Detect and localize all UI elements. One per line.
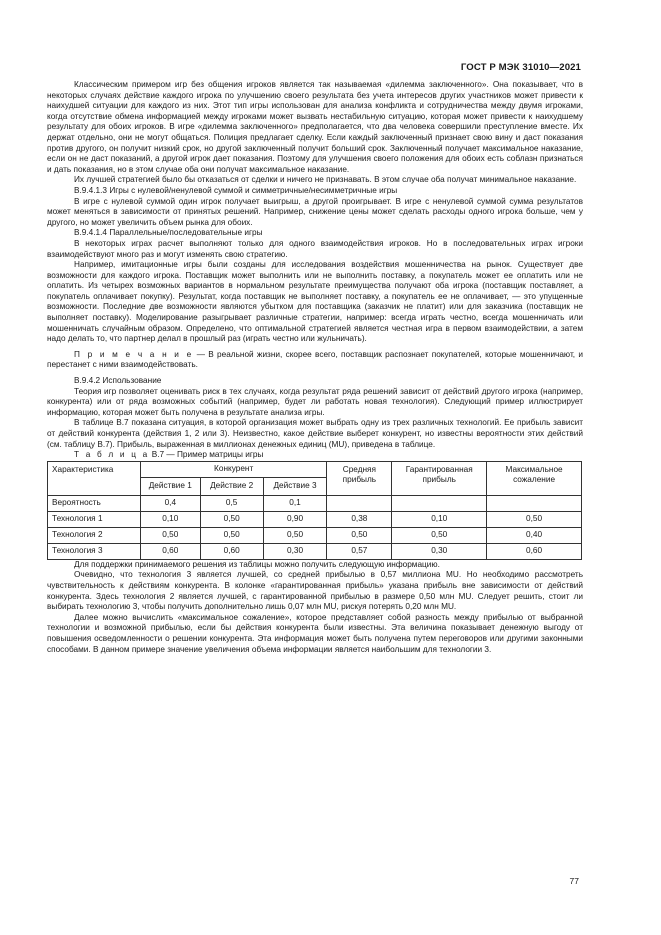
header-action-3: Действие 3 — [263, 477, 327, 495]
cell-max-regret: 0,60 — [487, 543, 582, 559]
row-label: Технология 1 — [48, 511, 141, 527]
cell-action-1: 0,50 — [140, 527, 200, 543]
cell-avg-profit: 0,57 — [327, 543, 392, 559]
header-guaranteed-profit: Гарантированная прибыль — [392, 461, 487, 495]
page-number: 77 — [569, 876, 579, 886]
cell-action-3: 0,50 — [263, 527, 327, 543]
note-text: — В реальной жизни, скорее всего, поставщик распознает покупателей, которые мошенничают, и перестанет с ними взаимодействовать. — [47, 349, 583, 370]
section-heading-zero-sum: B.9.4.1.3 Игры с нулевой/ненулевой суммой и симметричные/несимметричные игры — [74, 185, 398, 195]
table-row — [48, 495, 582, 511]
section-heading-usage: B.9.4.2 Использование — [74, 376, 162, 386]
row-label: Технология 2 — [48, 527, 141, 543]
cell-guaranteed-profit — [392, 495, 487, 511]
header-avg-profit: Средняя прибыль — [327, 461, 392, 495]
paragraph-technology-analysis: Очевидно, что технология 3 является лучшей, со средней прибылью в 0,57 миллиона MU. Но необходимо рассмотреть чувствительность к действиям конкурента. В колонке «гарантированная прибыль» указана прибыль вне зависимости от действий конкурента. Здесь технология 2 является лучшей, с гарантированной прибылью в размере 0,50 млн MU. Следует решить, стоит ли выбирать технологию 3, чтобы получить дополнительно лишь 0,07 млн MU, рискуя потерять 0,20 млн MU. — [47, 570, 583, 612]
cell-max-regret: 0,40 — [487, 527, 582, 543]
cell-guaranteed-profit: 0,50 — [392, 527, 487, 543]
document-header: ГОСТ Р МЭК 31010—2021 — [460, 62, 581, 73]
cell-avg-profit: 0,50 — [327, 527, 392, 543]
table-caption — [47, 450, 583, 461]
table-row — [48, 527, 582, 543]
cell-guaranteed-profit: 0,10 — [392, 511, 487, 527]
cell-action-1: 0,10 — [140, 511, 200, 527]
section-heading-sequential: B.9.4.1.4 Параллельные/последовательные игры — [74, 228, 263, 238]
paragraph-simulation: Например, имитационные игры были созданы для исследования воздействия мошенничества на рынок. Существует две возможности для каждого игрока. Поставщик может выполнить или не выполнить поставку, а покупатель может ее оплатить или не оплатить. Из четырех возможных вариантов в нормальном результате преимущества получают оба игрока (поставщик поставляет, а покупатель оплачивает покупку). Результат, когда поставщик не выполняет поставку, а покупатель ее не оплачивает, — это упущенные возможности. Последние две возможности являются убытком для поставщика (заказчик не платит) или для заказчика (поставщик не выполняет поставку). Моделирование разыгрывает различные стратегии, например: всегда играть честно, всегда мошенничать или мошенничать случайным образом. Определено, что оптимальной стратегией является честная игра в первом взаимодействии, а затем надо делать то, что партнер делал в прошлый раз (играть честно или жульничать). — [47, 260, 583, 344]
header-competitor: Конкурент — [140, 461, 327, 477]
cell-action-2: 0,60 — [200, 543, 263, 559]
paragraph-decision-support: Для поддержки принимаемого решения из таблицы можно получить следующую информацию. — [74, 559, 440, 569]
cell-action-3: 0,90 — [263, 511, 327, 527]
cell-avg-profit: 0,38 — [327, 511, 392, 527]
paragraph-table-intro: В таблице B.7 показана ситуация, в которой организация может выбрать одну из трех различных технологий. Ее прибыль зависит от действий конкурента (действия 1, 2 или 3). Неизвестно, какое действие выберет конкурент, но известны вероятности этих действий (см. таблицу B.7). Прибыль, выраженная в миллионах денежных единиц (MU), приведена в таблице. — [47, 418, 583, 449]
cell-max-regret: 0,50 — [487, 511, 582, 527]
cell-action-3: 0,30 — [263, 543, 327, 559]
table-row — [48, 543, 582, 559]
cell-action-1: 0,4 — [140, 495, 200, 511]
row-label: Технология 3 — [48, 543, 141, 559]
paragraph-game-theory-usage: Теория игр позволяет оценивать риск в тех случаях, когда результат ряда решений зависит от действий другого игрока (например, конкурента) или от ряда возможных событий (например, будет ли работать новая технология). Следующий пример иллюстрирует информацию, которая может быть получена в результате анализа игры. — [47, 386, 583, 417]
cell-action-1: 0,60 — [140, 543, 200, 559]
table-header-row — [48, 461, 582, 477]
cell-action-2: 0,5 — [200, 495, 263, 511]
paragraph-zero-sum: В игре с нулевой суммой один игрок получает выигрыш, а другой проигрывает. В игре с ненулевой суммой сумма результатов может меняться в зависимости от принятых решений. Например, снижение цены может сделать расходы одного игрока больше, чем у другого, но может увеличить объем рынка для обоих. — [47, 196, 583, 227]
cell-action-2: 0,50 — [200, 511, 263, 527]
header-characteristic: Характеристика — [48, 461, 141, 495]
header-max-regret: Максимальное сожаление — [487, 461, 582, 495]
paragraph-max-regret: Далее можно вычислить «максимальное сожаление», которое представляет собой разность между прибылью от выбранной технологии и возможной прибылью, если бы действия конкурента были известны. Эта величина показывает денежную выгоду от повышения осведомленности о решении конкурента. Эта информация может быть получена путем переговоров или другими законными способами. В данном примере значение увеличения объема информации является наибольшим для технологии 3. — [47, 612, 583, 654]
header-action-2: Действие 2 — [200, 477, 263, 495]
header-action-1: Действие 1 — [140, 477, 200, 495]
game-matrix-table — [47, 461, 582, 560]
cell-avg-profit — [327, 495, 392, 511]
table-caption-text: B.7 — Пример матрицы игры — [149, 450, 264, 460]
table-caption-label: Т а б л и ц а — [74, 450, 150, 460]
paragraph-sequential: В некоторых играх расчет выполняют только для одного взаимодействия игроков. Но в последовательных играх игроки взаимодействуют много раз и могут изменять свою стратегию. — [47, 238, 583, 259]
cell-max-regret — [487, 495, 582, 511]
table-row — [48, 511, 582, 527]
cell-action-3: 0,1 — [263, 495, 327, 511]
note — [47, 350, 583, 371]
cell-action-2: 0,50 — [200, 527, 263, 543]
page-content — [47, 80, 583, 655]
cell-guaranteed-profit: 0,30 — [392, 543, 487, 559]
row-label: Вероятность — [48, 495, 141, 511]
paragraph-best-strategy: Их лучшей стратегией было бы отказаться от сделки и ничего не признавать. В этом случае оба получат минимальное наказание. — [74, 175, 577, 185]
note-label: П р и м е ч а н и е — [74, 349, 194, 359]
paragraph-prisoners-dilemma: Классическим примером игр без общения игроков является так называемая «дилемма заключенного». Она показывает, что в некоторых случаях действие каждого игрока по улучшению своего результата без учета интересов других участников может привести к наихудшей ситуации для каждого из них. Этот тип игры использован для анализа конфликта и сотрудничества между двумя игроками, когда отсутствие обмена информацией между игроками может вызвать нестабильную ситуацию, которая может привести к наихудшему результату для обоих игроков. В игре «дилемма заключенного» предполагается, что два человека совершили преступление вместе. Их держат отдельно, они не могут общаться. Полиция предлагает сделку. Если каждый заключенный признает свою вину и даст показания против другого, он получит низкий срок, но другой заключенный получит больший срок. Заключенный получает максимальное наказание, если он не даст показаний, а другой игрок дает показания. Поэтому для улучшения своего положения для обоих есть соблазн признаться и дать показания, но в этом случае оба они получат максимальное наказание. — [47, 80, 583, 174]
